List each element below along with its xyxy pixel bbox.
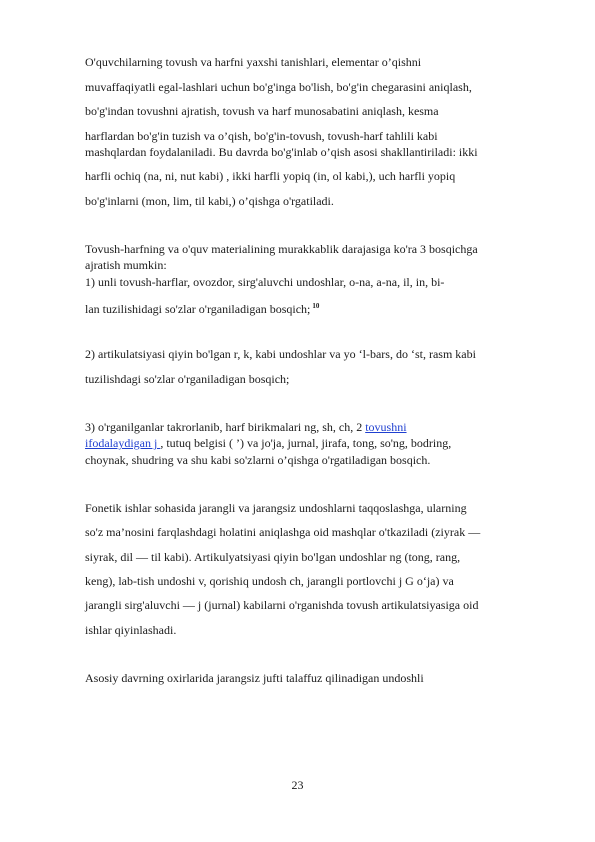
paragraph-3-line-2: tuzilishdagi so'zlar o'rganiladigan bosqich; <box>85 372 290 386</box>
paragraph-5-line-6: ishlar qiyinlashadi. <box>85 623 177 637</box>
paragraph-1-line-6: harfli ochiq (na, ni, nut kabi) , ikki harfli yopiq (in, ol kabi,), uch harfli yopiq <box>85 169 456 183</box>
paragraph-4-line-1-text: 3) o'rganilganlar takrorlanib, harf birikmalari ng, sh, ch, 2 <box>85 420 366 434</box>
paragraph-1-line-5: mashqlardan foydalaniladi. Bu davrda bo'g'inlab o’qish asosi shakllantiriladi: ikki <box>85 145 478 159</box>
inline-link-part-2[interactable]: ifodalaydigan j <box>85 436 161 450</box>
paragraph-1-line-2: muvaffaqiyatli egal-lashlari uchun bo'g'inga bo'lish, bo'g'in chegarasini aniqlash, <box>85 80 472 94</box>
paragraph-5-line-4: keng), lab-tish undoshi v, qorishiq undosh ch, jarangli portlovchi j G o‘ja) va <box>85 574 454 588</box>
paragraph-2-line-1: Tovush-harfning va o'quv materialining murakkablik darajasiga ko'ra 3 bosqichga <box>85 242 478 256</box>
paragraph-5-line-1: Fonetik ishlar sohasida jarangli va jarangsiz undoshlarni taqqoslashga, ularning <box>85 501 467 515</box>
paragraph-1-line-3: bo'g'indan tovushni ajratish, tovush va harf munosabatini aniqlash, kesma <box>85 104 439 118</box>
paragraph-5-line-2: so'z ma’nosini farqlashdagi holatini aniqlashga oid mashqlar o'tkaziladi (ziyrak — <box>85 525 481 539</box>
paragraph-4-line-3: choynak, shudring va shu kabi so'zlarni o’qishga o'rgatiladigan bosqich. <box>85 453 431 467</box>
paragraph-4-line-2-text: , tutuq belgisi ( ’) va jo'ja, jurnal, jirafa, tong, so'ng, bodring, <box>160 436 452 450</box>
paragraph-2-line-2: ajratish mumkin: <box>85 258 167 272</box>
paragraph-2-line-3: 1) unli tovush-harflar, ovozdor, sirg'aluvchi undoshlar, o-na, a-na, il, in, bi- <box>85 275 445 289</box>
paragraph-4-line-2 <box>85 436 451 450</box>
inline-link-part-1[interactable]: tovushni <box>365 420 407 434</box>
paragraph-5-line-3: siyrak, dil — til kabi). Artikulyatsiyasi qiyin bo'lgan undoshlar ng (tong, rang, <box>85 550 461 564</box>
paragraph-1-line-7: bo'g'inlarni (mon, lim, til kabi,) o’qishga o'rgatiladi. <box>85 194 334 208</box>
footnote-marker[interactable]: 10 <box>312 302 320 310</box>
paragraph-1-line-1: O'quvchilarning tovush va harfni yaxshi tanishlari, elementar o’qishni <box>85 55 422 69</box>
paragraph-1-line-4: harflardan bo'g'in tuzish va o’qish, bo'g'in-tovush, tovush-harf tahlili kabi <box>85 129 438 143</box>
paragraph-3-line-1: 2) artikulatsiyasi qiyin bo'lgan r, k, kabi undoshlar va yo ‘l-bars, do ‘st, rasm kabi <box>85 347 476 361</box>
page-number: 23 <box>291 778 304 792</box>
paragraph-6-line-1: Asosiy davrning oxirlarida jarangsiz jufti talaffuz qilinadigan undoshli <box>85 671 424 685</box>
paragraph-5-line-5: jarangli sirg'aluvchi — j (jurnal) kabilarni o'rganishda tovush artikulatsiyasiga oid <box>85 598 479 612</box>
paragraph-4-line-1 <box>85 420 407 434</box>
paragraph-2-line-4-text: lan tuzilishidagi so'zlar o'rganiladigan bosqich; <box>85 302 311 316</box>
paragraph-2-line-4 <box>85 299 319 316</box>
